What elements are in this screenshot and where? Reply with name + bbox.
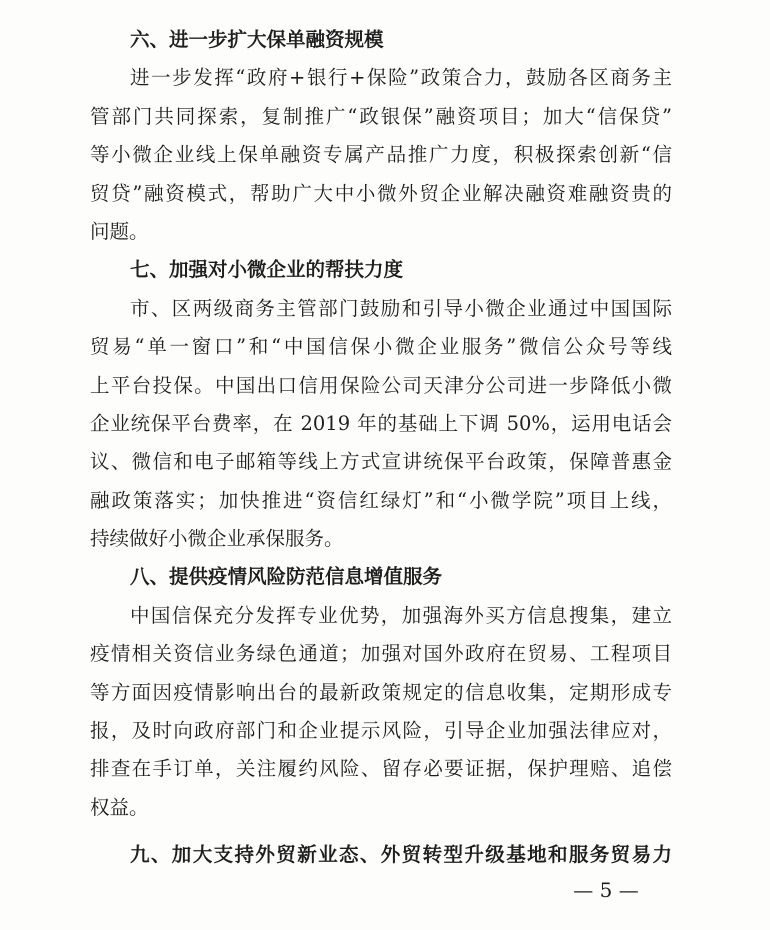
paragraph-line: 排查在手订单，关注履约风险、留存必要证据，保护理赔、追偿: [90, 757, 672, 781]
section-9: [90, 836, 672, 874]
section-heading: 九、加大支持外贸新业态、外贸转型升级基地和服务贸易力: [130, 843, 672, 867]
paragraph-line: 贸贷”融资模式，帮助广大中小微外贸企业解决融资难融资贵的: [90, 181, 672, 205]
paragraph-line: 等小微企业线上保单融资专属产品推广力度，积极探索创新“信: [90, 143, 672, 167]
paragraph-line: 持续做好小微企业承保服务。: [90, 527, 344, 551]
page-number: — 5 —: [573, 878, 639, 902]
paragraph-line: 等方面因疫情影响出台的最新政策规定的信息收集，定期形成专: [90, 680, 672, 704]
paragraph-line: 疫情相关资信业务绿色通道；加强对国外政府在贸易、工程项目: [90, 642, 672, 666]
section-heading: 六、进一步扩大保单融资规模: [130, 28, 384, 51]
section-6: [90, 21, 672, 251]
paragraph-line: 贸易“单一窗口”和“中国信保小微企业服务”微信公众号等线: [90, 335, 672, 359]
paragraph-line: 进一步发挥“政府+银行+保险”政策合力，鼓励各区商务主: [130, 66, 672, 90]
paragraph-line: 议、微信和电子邮箱等线上方式宣讲统保平台政策，保障普惠金: [90, 450, 672, 474]
section-heading: 八、提供疫情风险防范信息增值服务: [130, 565, 443, 589]
paragraph-line: 企业统保平台费率，在 2019 年的基础上下调 50%，运用电话会: [90, 411, 672, 435]
section-7: [90, 251, 672, 558]
paragraph-line: 权益。: [90, 795, 149, 819]
paragraph-line: 管部门共同探索，复制推广“政银保”融资项目；加大“信保贷”: [90, 104, 672, 128]
paragraph-line: 报，及时向政府部门和企业提示风险，引导企业加强法律应对，: [90, 719, 672, 743]
section-8: [90, 558, 672, 827]
document-body: [90, 21, 672, 875]
paragraph-line: 中国信保充分发挥专业优势，加强海外买方信息搜集，建立: [130, 603, 672, 627]
section-heading: 七、加强对小微企业的帮扶力度: [130, 258, 404, 282]
paragraph-line: 融政策落实；加快推进“资信红绿灯”和“小微学院”项目上线，: [90, 488, 672, 512]
paragraph-line: 市、区两级商务主管部门鼓励和引导小微企业通过中国国际: [130, 296, 672, 320]
paragraph-line: 问题。: [90, 219, 149, 243]
paragraph-line: 上平台投保。中国出口信用保险公司天津分公司进一步降低小微: [90, 373, 672, 397]
